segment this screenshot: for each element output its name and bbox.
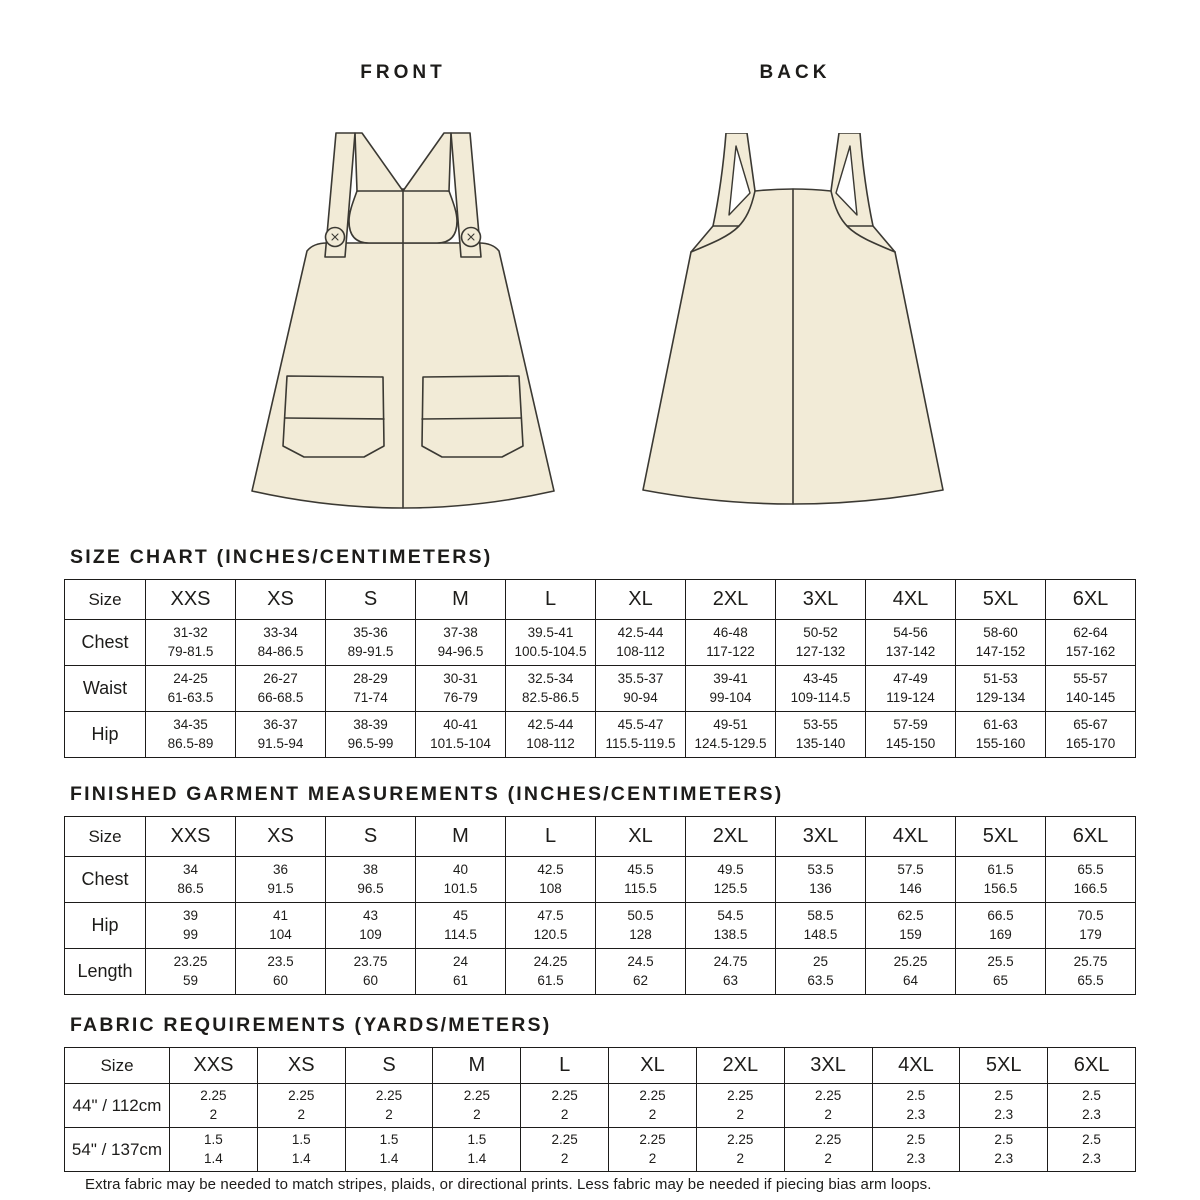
size-column-header: 6XL — [1046, 580, 1136, 620]
back-strap-seen-left — [355, 133, 403, 191]
front-button-right — [462, 228, 481, 247]
size-column-header: 4XL — [866, 580, 956, 620]
size-column-header: 5XL — [956, 580, 1046, 620]
table-row — [65, 1128, 1136, 1172]
measurement-cell: 37-38 94-96.5 — [416, 620, 506, 666]
measurement-cell: 53.5 136 — [776, 857, 866, 903]
size-column-header: 5XL — [956, 817, 1046, 857]
measurement-cell: 25.75 65.5 — [1046, 949, 1136, 995]
measurement-cell: 25 63.5 — [776, 949, 866, 995]
measurement-cell: 62.5 159 — [866, 903, 956, 949]
measurement-cell: 42.5 108 — [506, 857, 596, 903]
measurement-cell: 39 99 — [146, 903, 236, 949]
row-label: Length — [65, 949, 146, 995]
corner-header: Size — [65, 1048, 170, 1084]
measurement-cell: 50-52 127-132 — [776, 620, 866, 666]
measurement-cell: 45.5 115.5 — [596, 857, 686, 903]
measurement-cell: 23.25 59 — [146, 949, 236, 995]
size-column-header: 6XL — [1046, 817, 1136, 857]
measurement-cell: 2.25 2 — [784, 1084, 872, 1128]
measurement-cell: 2.25 2 — [784, 1128, 872, 1172]
measurement-cell: 54-56 137-142 — [866, 620, 956, 666]
measurement-cell: 2.25 2 — [521, 1084, 609, 1128]
size-column-header: XXS — [170, 1048, 258, 1084]
table-row — [65, 903, 1136, 949]
measurement-cell: 40-41 101.5-104 — [416, 712, 506, 758]
measurement-cell: 1.5 1.4 — [345, 1128, 433, 1172]
row-label: 44" / 112cm — [65, 1084, 170, 1128]
measurement-cell: 30-31 76-79 — [416, 666, 506, 712]
size-column-header: XXS — [146, 580, 236, 620]
measurement-cell: 2.5 2.3 — [872, 1128, 960, 1172]
measurement-cell: 66.5 169 — [956, 903, 1046, 949]
size-column-header: 2XL — [696, 1048, 784, 1084]
measurement-cell: 54.5 138.5 — [686, 903, 776, 949]
finished-garment-header-row — [65, 817, 1136, 857]
measurement-cell: 2.25 2 — [609, 1128, 697, 1172]
measurement-cell: 43-45 109-114.5 — [776, 666, 866, 712]
front-view-label: FRONT — [360, 62, 446, 83]
measurement-cell: 57.5 146 — [866, 857, 956, 903]
size-column-header: 5XL — [960, 1048, 1048, 1084]
front-pocket-left — [283, 376, 384, 457]
measurement-cell: 42.5-44 108-112 — [506, 712, 596, 758]
measurement-cell: 2.5 2.3 — [960, 1128, 1048, 1172]
measurement-cell: 65.5 166.5 — [1046, 857, 1136, 903]
size-column-header: 3XL — [776, 817, 866, 857]
measurement-cell: 24.75 63 — [686, 949, 776, 995]
fabric-requirements-title: FABRIC REQUIREMENTS (YARDS/METERS) — [70, 1014, 552, 1036]
fabric-footnote: Extra fabric may be needed to match stripes, plaids, or directional prints. Less fabric may be needed if piecing bias arm loops. — [85, 1176, 932, 1193]
size-column-header: L — [521, 1048, 609, 1084]
size-column-header: M — [416, 817, 506, 857]
size-column-header: 6XL — [1048, 1048, 1136, 1084]
measurement-cell: 2.25 2 — [170, 1084, 258, 1128]
row-label: Chest — [65, 857, 146, 903]
size-column-header: XXS — [146, 817, 236, 857]
measurement-cell: 28-29 71-74 — [326, 666, 416, 712]
measurement-cell: 24-25 61-63.5 — [146, 666, 236, 712]
measurement-cell: 65-67 165-170 — [1046, 712, 1136, 758]
corner-header: Size — [65, 817, 146, 857]
measurement-cell: 26-27 66-68.5 — [236, 666, 326, 712]
measurement-cell: 49.5 125.5 — [686, 857, 776, 903]
fabric-requirements-section — [64, 1014, 1136, 1172]
measurement-cell: 25.25 64 — [866, 949, 956, 995]
measurement-cell: 25.5 65 — [956, 949, 1046, 995]
measurement-cell: 70.5 179 — [1046, 903, 1136, 949]
finished-garment-title: FINISHED GARMENT MEASUREMENTS (INCHES/CENTIMETERS) — [70, 783, 784, 805]
corner-header: Size — [65, 580, 146, 620]
back-strap-seen-right — [403, 133, 451, 191]
measurement-cell: 24.25 61.5 — [506, 949, 596, 995]
row-label: 54" / 137cm — [65, 1128, 170, 1172]
measurement-cell: 43 109 — [326, 903, 416, 949]
measurement-cell: 49-51 124.5-129.5 — [686, 712, 776, 758]
row-label: Hip — [65, 712, 146, 758]
measurement-cell: 2.5 2.3 — [960, 1084, 1048, 1128]
measurement-cell: 2.25 2 — [609, 1084, 697, 1128]
row-label: Chest — [65, 620, 146, 666]
size-chart-title: SIZE CHART (INCHES/CENTIMETERS) — [70, 546, 493, 568]
measurement-cell: 24.5 62 — [596, 949, 686, 995]
measurement-cell: 46-48 117-122 — [686, 620, 776, 666]
table-row — [65, 949, 1136, 995]
size-column-header: XL — [609, 1048, 697, 1084]
measurement-cell: 31-32 79-81.5 — [146, 620, 236, 666]
size-column-header: S — [326, 817, 416, 857]
table-row — [65, 857, 1136, 903]
measurement-cell: 55-57 140-145 — [1046, 666, 1136, 712]
measurement-cell: 35-36 89-91.5 — [326, 620, 416, 666]
measurement-cell: 47-49 119-124 — [866, 666, 956, 712]
size-column-header: XL — [596, 580, 686, 620]
measurement-cell: 34-35 86.5-89 — [146, 712, 236, 758]
size-chart-table — [64, 579, 1136, 758]
measurement-cell: 2.5 2.3 — [1048, 1084, 1136, 1128]
front-pocket-left-seam — [285, 418, 384, 419]
measurement-cell: 58-60 147-152 — [956, 620, 1046, 666]
size-column-header: XS — [257, 1048, 345, 1084]
size-column-header: M — [416, 580, 506, 620]
measurement-cell: 38 96.5 — [326, 857, 416, 903]
measurement-cell: 35.5-37 90-94 — [596, 666, 686, 712]
measurement-cell: 57-59 145-150 — [866, 712, 956, 758]
measurement-cell: 51-53 129-134 — [956, 666, 1046, 712]
back-view-label: BACK — [759, 62, 831, 83]
measurement-cell: 36-37 91.5-94 — [236, 712, 326, 758]
size-column-header: 3XL — [776, 580, 866, 620]
size-column-header: XL — [596, 817, 686, 857]
measurement-cell: 33-34 84-86.5 — [236, 620, 326, 666]
measurement-cell: 1.5 1.4 — [433, 1128, 521, 1172]
measurement-cell: 50.5 128 — [596, 903, 686, 949]
size-chart-section — [64, 546, 1136, 758]
front-button-left — [326, 228, 345, 247]
front-pocket-right-seam — [422, 418, 521, 419]
finished-garment-section — [64, 783, 1136, 995]
table-row — [65, 620, 1136, 666]
measurement-cell: 58.5 148.5 — [776, 903, 866, 949]
measurement-cell: 24 61 — [416, 949, 506, 995]
table-row — [65, 712, 1136, 758]
measurement-cell: 41 104 — [236, 903, 326, 949]
measurement-cell: 34 86.5 — [146, 857, 236, 903]
row-label: Hip — [65, 903, 146, 949]
measurement-cell: 2.5 2.3 — [872, 1084, 960, 1128]
measurement-cell: 47.5 120.5 — [506, 903, 596, 949]
measurement-cell: 2.25 2 — [696, 1128, 784, 1172]
measurement-cell: 61-63 155-160 — [956, 712, 1046, 758]
measurement-cell: 45.5-47 115.5-119.5 — [596, 712, 686, 758]
measurement-cell: 2.25 2 — [696, 1084, 784, 1128]
measurement-cell: 40 101.5 — [416, 857, 506, 903]
size-column-header: XS — [236, 580, 326, 620]
size-column-header: 2XL — [686, 817, 776, 857]
measurement-cell: 2.25 2 — [257, 1084, 345, 1128]
row-label: Waist — [65, 666, 146, 712]
size-chart-header-row — [65, 580, 1136, 620]
measurement-cell: 61.5 156.5 — [956, 857, 1046, 903]
back-garment-illustration — [638, 133, 948, 508]
size-column-header: 4XL — [872, 1048, 960, 1084]
fabric-requirements-header-row — [65, 1048, 1136, 1084]
finished-garment-table — [64, 816, 1136, 995]
measurement-cell: 42.5-44 108-112 — [596, 620, 686, 666]
front-garment-illustration — [248, 131, 558, 513]
measurement-cell: 39-41 99-104 — [686, 666, 776, 712]
measurement-cell: 2.25 2 — [345, 1084, 433, 1128]
measurement-cell: 62-64 157-162 — [1046, 620, 1136, 666]
size-column-header: XS — [236, 817, 326, 857]
measurement-cell: 53-55 135-140 — [776, 712, 866, 758]
measurement-cell: 38-39 96.5-99 — [326, 712, 416, 758]
measurement-cell: 23.75 60 — [326, 949, 416, 995]
fabric-requirements-table — [64, 1047, 1136, 1172]
table-row — [65, 1084, 1136, 1128]
size-column-header: 2XL — [686, 580, 776, 620]
measurement-cell: 36 91.5 — [236, 857, 326, 903]
measurement-cell: 1.5 1.4 — [257, 1128, 345, 1172]
size-column-header: L — [506, 817, 596, 857]
measurement-cell: 32.5-34 82.5-86.5 — [506, 666, 596, 712]
measurement-cell: 23.5 60 — [236, 949, 326, 995]
measurement-cell: 45 114.5 — [416, 903, 506, 949]
size-column-header: 3XL — [784, 1048, 872, 1084]
measurement-cell: 1.5 1.4 — [170, 1128, 258, 1172]
measurement-cell: 2.25 2 — [521, 1128, 609, 1172]
measurement-cell: 2.5 2.3 — [1048, 1128, 1136, 1172]
size-column-header: M — [433, 1048, 521, 1084]
size-column-header: S — [326, 580, 416, 620]
size-column-header: S — [345, 1048, 433, 1084]
size-column-header: L — [506, 580, 596, 620]
table-row — [65, 666, 1136, 712]
measurement-cell: 39.5-41 100.5-104.5 — [506, 620, 596, 666]
size-column-header: 4XL — [866, 817, 956, 857]
measurement-cell: 2.25 2 — [433, 1084, 521, 1128]
front-pocket-right — [422, 376, 523, 457]
